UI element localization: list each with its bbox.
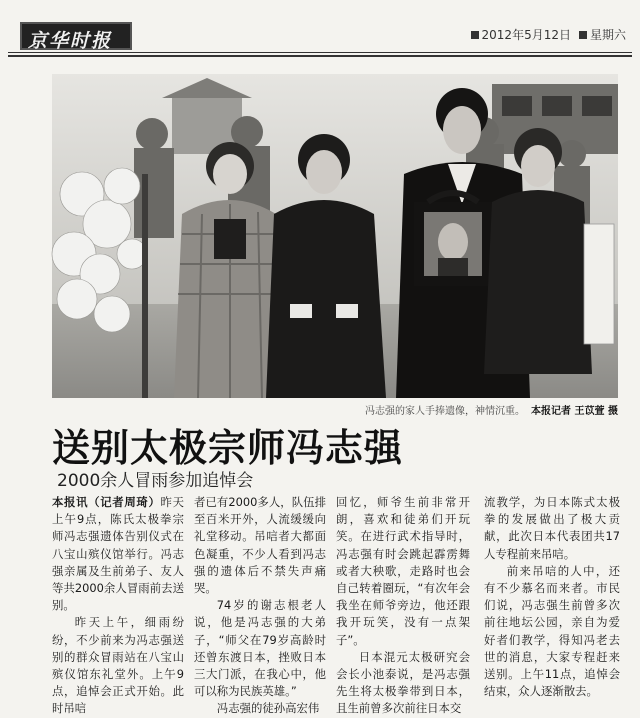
byline: （记者周琦） bbox=[88, 495, 161, 509]
article-headline: 送别太极宗师冯志强 bbox=[52, 426, 404, 470]
article-paragraph: 冯志强的徒孙高宏伟 bbox=[216, 701, 320, 716]
photo-caption-text: 冯志强的家人手捧遗像，神情沉重。 bbox=[365, 406, 526, 417]
article-subheadline: 2000余人冒雨参加追悼会 bbox=[57, 471, 254, 491]
issue-weekday: 星期六 bbox=[589, 28, 626, 42]
masthead-rule-thick bbox=[8, 55, 632, 57]
article-column-4 bbox=[484, 494, 620, 699]
article-paragraph: 前来吊唁的人中，还有不少慕名而来者。市民们说，冯志强生前曾多次前往地坛公园，亲自为爱好者们教学，得知冯老去世的消息，大家专程赶来送别。上午11点，追悼会结束，众人逐渐散去。 bbox=[484, 563, 620, 699]
issue-date: 2012年5月12日 bbox=[481, 28, 571, 42]
photo-credit: 本报记者 王苡萱 摄 bbox=[531, 406, 618, 417]
newspaper-logo bbox=[20, 22, 132, 50]
lead-label: 本报讯 bbox=[52, 495, 89, 509]
newspaper-logo-text: 京华时报 bbox=[28, 30, 113, 52]
article-column-3 bbox=[336, 494, 470, 716]
article-paragraph: 回忆，师爷生前非常开朗，喜欢和徒弟们开玩笑。在进行武术指导时，冯志强有时会跳起霹雳舞或者大秧歌，走路时也会自己转着圈玩，“有次年会我坐在师爷旁边，他还跟我开玩笑，没有一点架子”。 bbox=[336, 495, 470, 647]
funeral-procession-photo bbox=[52, 74, 618, 398]
article-paragraph: 者已有2000多人，队伍排至百米开外，人流缓缓向礼堂移动。吊唁者大都面色凝重，不少人看到冯志强的遗体后不禁失声痛哭。 bbox=[194, 495, 326, 596]
square-bullet-icon bbox=[579, 31, 587, 39]
article-paragraph: 流教学，为日本陈式太极拳的发展做出了极大贡献，此次日本代表团共17人专程前来吊唁。 bbox=[484, 495, 620, 561]
square-bullet-icon bbox=[471, 31, 479, 39]
article-paragraph bbox=[52, 494, 184, 614]
article-column-2 bbox=[194, 494, 326, 716]
masthead-rule bbox=[8, 52, 632, 53]
news-photo bbox=[52, 74, 618, 398]
article-column-1 bbox=[52, 494, 184, 716]
article-paragraph: 74岁的谢志根老人说，他是冯志强的大弟子，“师父在79岁高龄时还曾东渡日本，挫败日本三大门派，在我心中，他可以称为民族英雄。” bbox=[194, 598, 326, 699]
photo-caption bbox=[300, 402, 618, 417]
article-paragraph: 日本混元太极研究会会长小池泰说，是冯志强先生将太极拳带到日本，且生前曾多次前往日本交 bbox=[336, 649, 470, 716]
paragraph-text: 昨天上午9点，陈氏太极拳宗师冯志强遗体告别仪式在八宝山殡仪馆举行。冯志强亲属及生前弟子、友人等共2000余人冒雨前去送别。 bbox=[52, 495, 184, 613]
dateline bbox=[463, 26, 626, 43]
article-paragraph: 昨天上午，细雨纷纷，不少前来为冯志强送别的群众冒雨站在八宝山殡仪馆东礼堂外。上午9点，追悼会正式开始。此时吊唁 bbox=[52, 615, 184, 716]
